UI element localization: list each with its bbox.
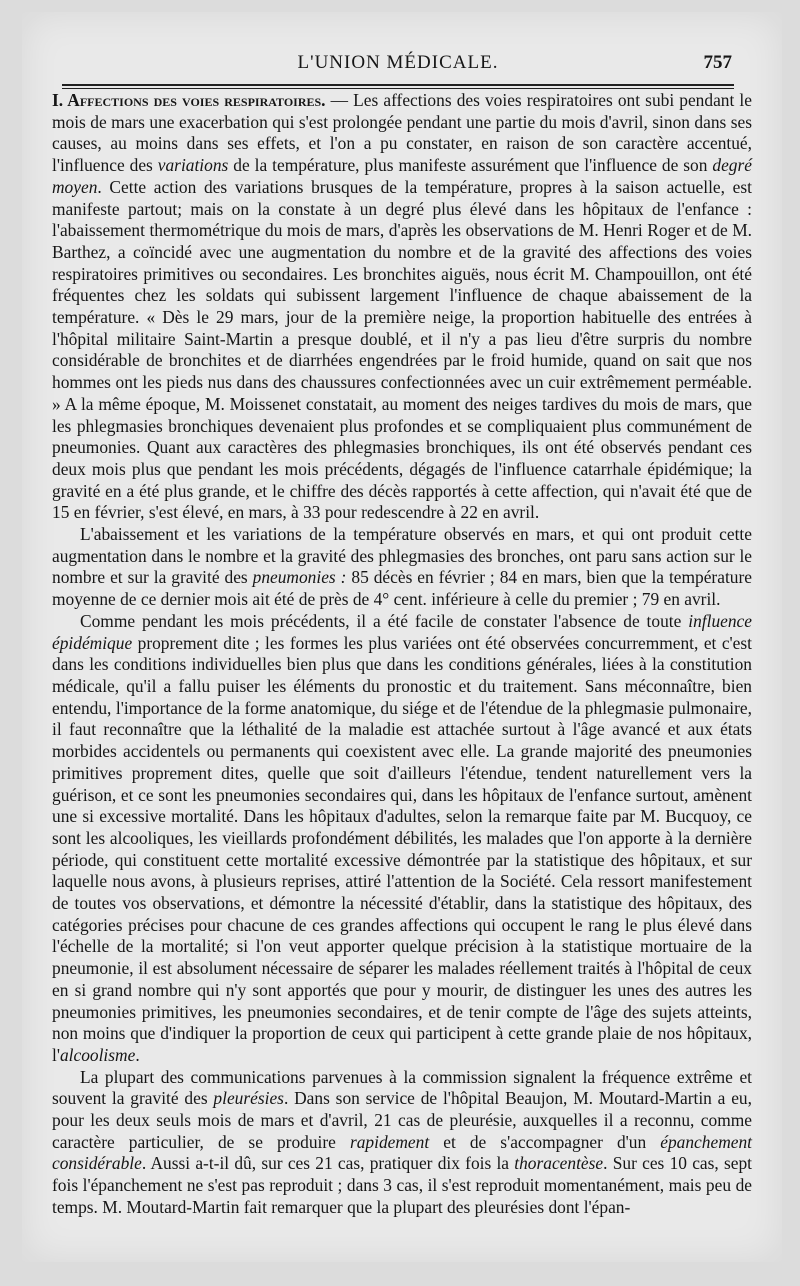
page-number: 757 — [703, 52, 732, 73]
text-run: . Cette action des variations brusques de la température, propres à la saison actuelle, est manifeste partout; mais on la constate à un degré plus élevé dans les hôpitaux de l'enfance : l'abaissement thermométrique du mois de mars, d'après les observations de M. Henri Roger et de M. Barthez, a coïncidé avec une augmentation du nombre et de la gravité des affections des voies respiratoires primitives ou secondaires. Les bronchites aiguës, nous écrit M. Champouillon, ont été fréquentes chez les soldats qui subissent largement l'influence de chaque abaissement de la température. « Dès le 29 mars, jour de la première neige, la proportion habituelle des entrées à l'hôpital militaire Saint-Martin a presque doublé, et il n'y a pas lieu d'être surpris du nombre considérable de bronchites et de diarrhées engendrées par le froid humide, quand on sait que nos hommes ont les pieds nus dans des chaussures confectionnées avec un cuir extrêmement perméable. » A la même époque, M. Moissenet constatait, au moment des neiges tardives du mois de mars, que les phlegmasies bronchiques devenaient plus profondes et se compliquaient plus communément de pneumonies. Quant aux caractères des phlegmasies bronchiques, ils ont été observés pendant ces deux mois plus que pendant les mois précédents, dégagés de l'influence catarrhale épidémique; la gravité en a été plus grande, et le chiffre des décès rapportés à cette affection, qui n'avait été que de 15 en février, s'est élevé, en mars, à 33 pour redescendre à 22 en avril. — [52, 176, 752, 523]
text-run: . — [135, 1044, 140, 1065]
emphasis-run: variations — [157, 155, 229, 176]
emphasis-run: degré moyen — [52, 155, 752, 197]
section-heading: I. Affections des voies respiratoires. — [52, 90, 326, 110]
text-run: . Dans son service de l'hôpital Beaujon, M. Moutard-Martin a eu, pour les deux seuls mois de mars et d'avril, 21 cas de pleurésie, auxquelles il a reconnu, comme caractère particulier, de se produire — [52, 1088, 752, 1152]
journal-page — [22, 12, 782, 1262]
text-run: L'abaissement et les variations de la température observés en mars, et qui ont produit cette augmentation dans le nombre et la gravité des phlegmasies des bronches, ont paru sans action sur le nombre et sur la gravité des — [52, 524, 752, 588]
page-header — [62, 48, 734, 78]
emphasis-run: pleurésies — [213, 1088, 284, 1109]
text-run: de la température, plus manifeste assurément que l'influence de son — [228, 155, 713, 176]
emphasis-run: rapidement — [349, 1131, 430, 1152]
emphasis-run: thoracentèse — [514, 1153, 604, 1174]
text-run: La plupart des communications parvenues à la commission signalent la fréquence extrême et souvent la gravité des — [52, 1066, 752, 1109]
text-run: Comme pendant les mois précédents, il a été facile de constater l'absence de toute — [80, 610, 689, 631]
paragraph-pleurisy — [52, 1067, 752, 1219]
emphasis-run: influence épidémique — [52, 610, 752, 653]
text-run: proprement dite ; les formes les plus variées ont été observées concurremment, et c'est dans les conditions individuelles bien plus que dans les conditions générales, liées à la constitution médicale, qu'il a fallu puiser les éléments du pronostic et du traitement. Sans méconnaître, bien entendu, l'importance de la forme anatomique, du siége et de l'étendue de la phlegmasie pulmonaire, il faut reconnaître que la léthalité de la maladie est attachée surtout à l'âge avancé et aux états morbides accidentels ou permanents qui coexistent avec elle. La grande majorité des pneumonies primitives proprement dites, quelle que soit d'ailleurs l'étendue, tendent naturellement vers la guérison, et ce sont les pneumonies secondaires qui, dans les hôpitaux de l'enfance surtout, amènent une si excessive mortalité. Dans les hôpitaux d'adultes, selon la remarque faite par M. Bucquoy, ce sont les alcooliques, les vieillards profondément débilités, les malades que l'on apporte à la dernière période, qui constituent cette mortalité excessive démontrée par la statistique des hôpitaux, et sur laquelle nous avons, à plusieurs reprises, attiré l'attention de la Société. Cela ressort manifestement de toutes vos observations, et démontre la nécessité d'établir, dans la statistique des hôpitaux, des catégories précises pour chacune de ces grandes affections qui occupent le rang le plus élevé dans l'échelle de la mortalité; si l'on veut apporter quelque précision à la statistique mortuaire de la pneumonie, il est absolument nécessaire de séparer les malades réellement traités à l'hôpital de ceux en si grand nombre qui n'y sont apportés que pour y mourir, de distinguer les unes des autres les pneumonies primitives, les pneumonies secondaires, et de tenir compte de l'âge des sujets atteints, non moins que d'indiquer la proportion de ceux qui participent à cette grande plaie de nos hôpitaux, l' — [52, 632, 752, 1065]
article-body — [52, 90, 752, 1219]
text-run: . Aussi a-t-il dû, sur ces 21 cas, pratiquer dix fois la — [141, 1153, 515, 1174]
paragraph-pneumonia — [52, 611, 752, 1067]
paragraph-temperature — [52, 524, 752, 611]
header-rule-thin — [62, 88, 734, 89]
emphasis-run: alcoolisme — [59, 1044, 136, 1065]
paragraph-respiratory — [52, 90, 752, 524]
running-title: L'UNION MÉDICALE. — [297, 52, 499, 73]
emphasis-run: épanchement considérable — [52, 1131, 752, 1174]
emphasis-run: pneumonies : — [252, 567, 347, 588]
text-run: . Sur ces 10 cas, sept fois l'épanchement ne s'est pas reproduit ; dans 3 cas, il s'est reproduit momentanément, mais peu de temps. M. Moutard-Martin fait remarquer que la plupart des pleurésies dont l'épan- — [52, 1153, 752, 1217]
text-run: et de s'accompagner d'un — [429, 1131, 661, 1152]
text-run: 85 décès en février ; 84 en mars, bien que la température moyenne de ce dernier mois ait été de près de 4° cent. inférieure à celle du premier ; 79 en avril. — [52, 567, 752, 610]
text-run: — Les affections des voies respiratoires ont subi pendant le mois de mars une exacerbation qui s'est prolongée pendant une partie du mois d'avril, sinon dans ses causes, au moins dans ses effets, et l'on a pu constater, en raison de son caractère accentué, l'influence des — [52, 90, 752, 176]
header-rule — [62, 84, 734, 86]
